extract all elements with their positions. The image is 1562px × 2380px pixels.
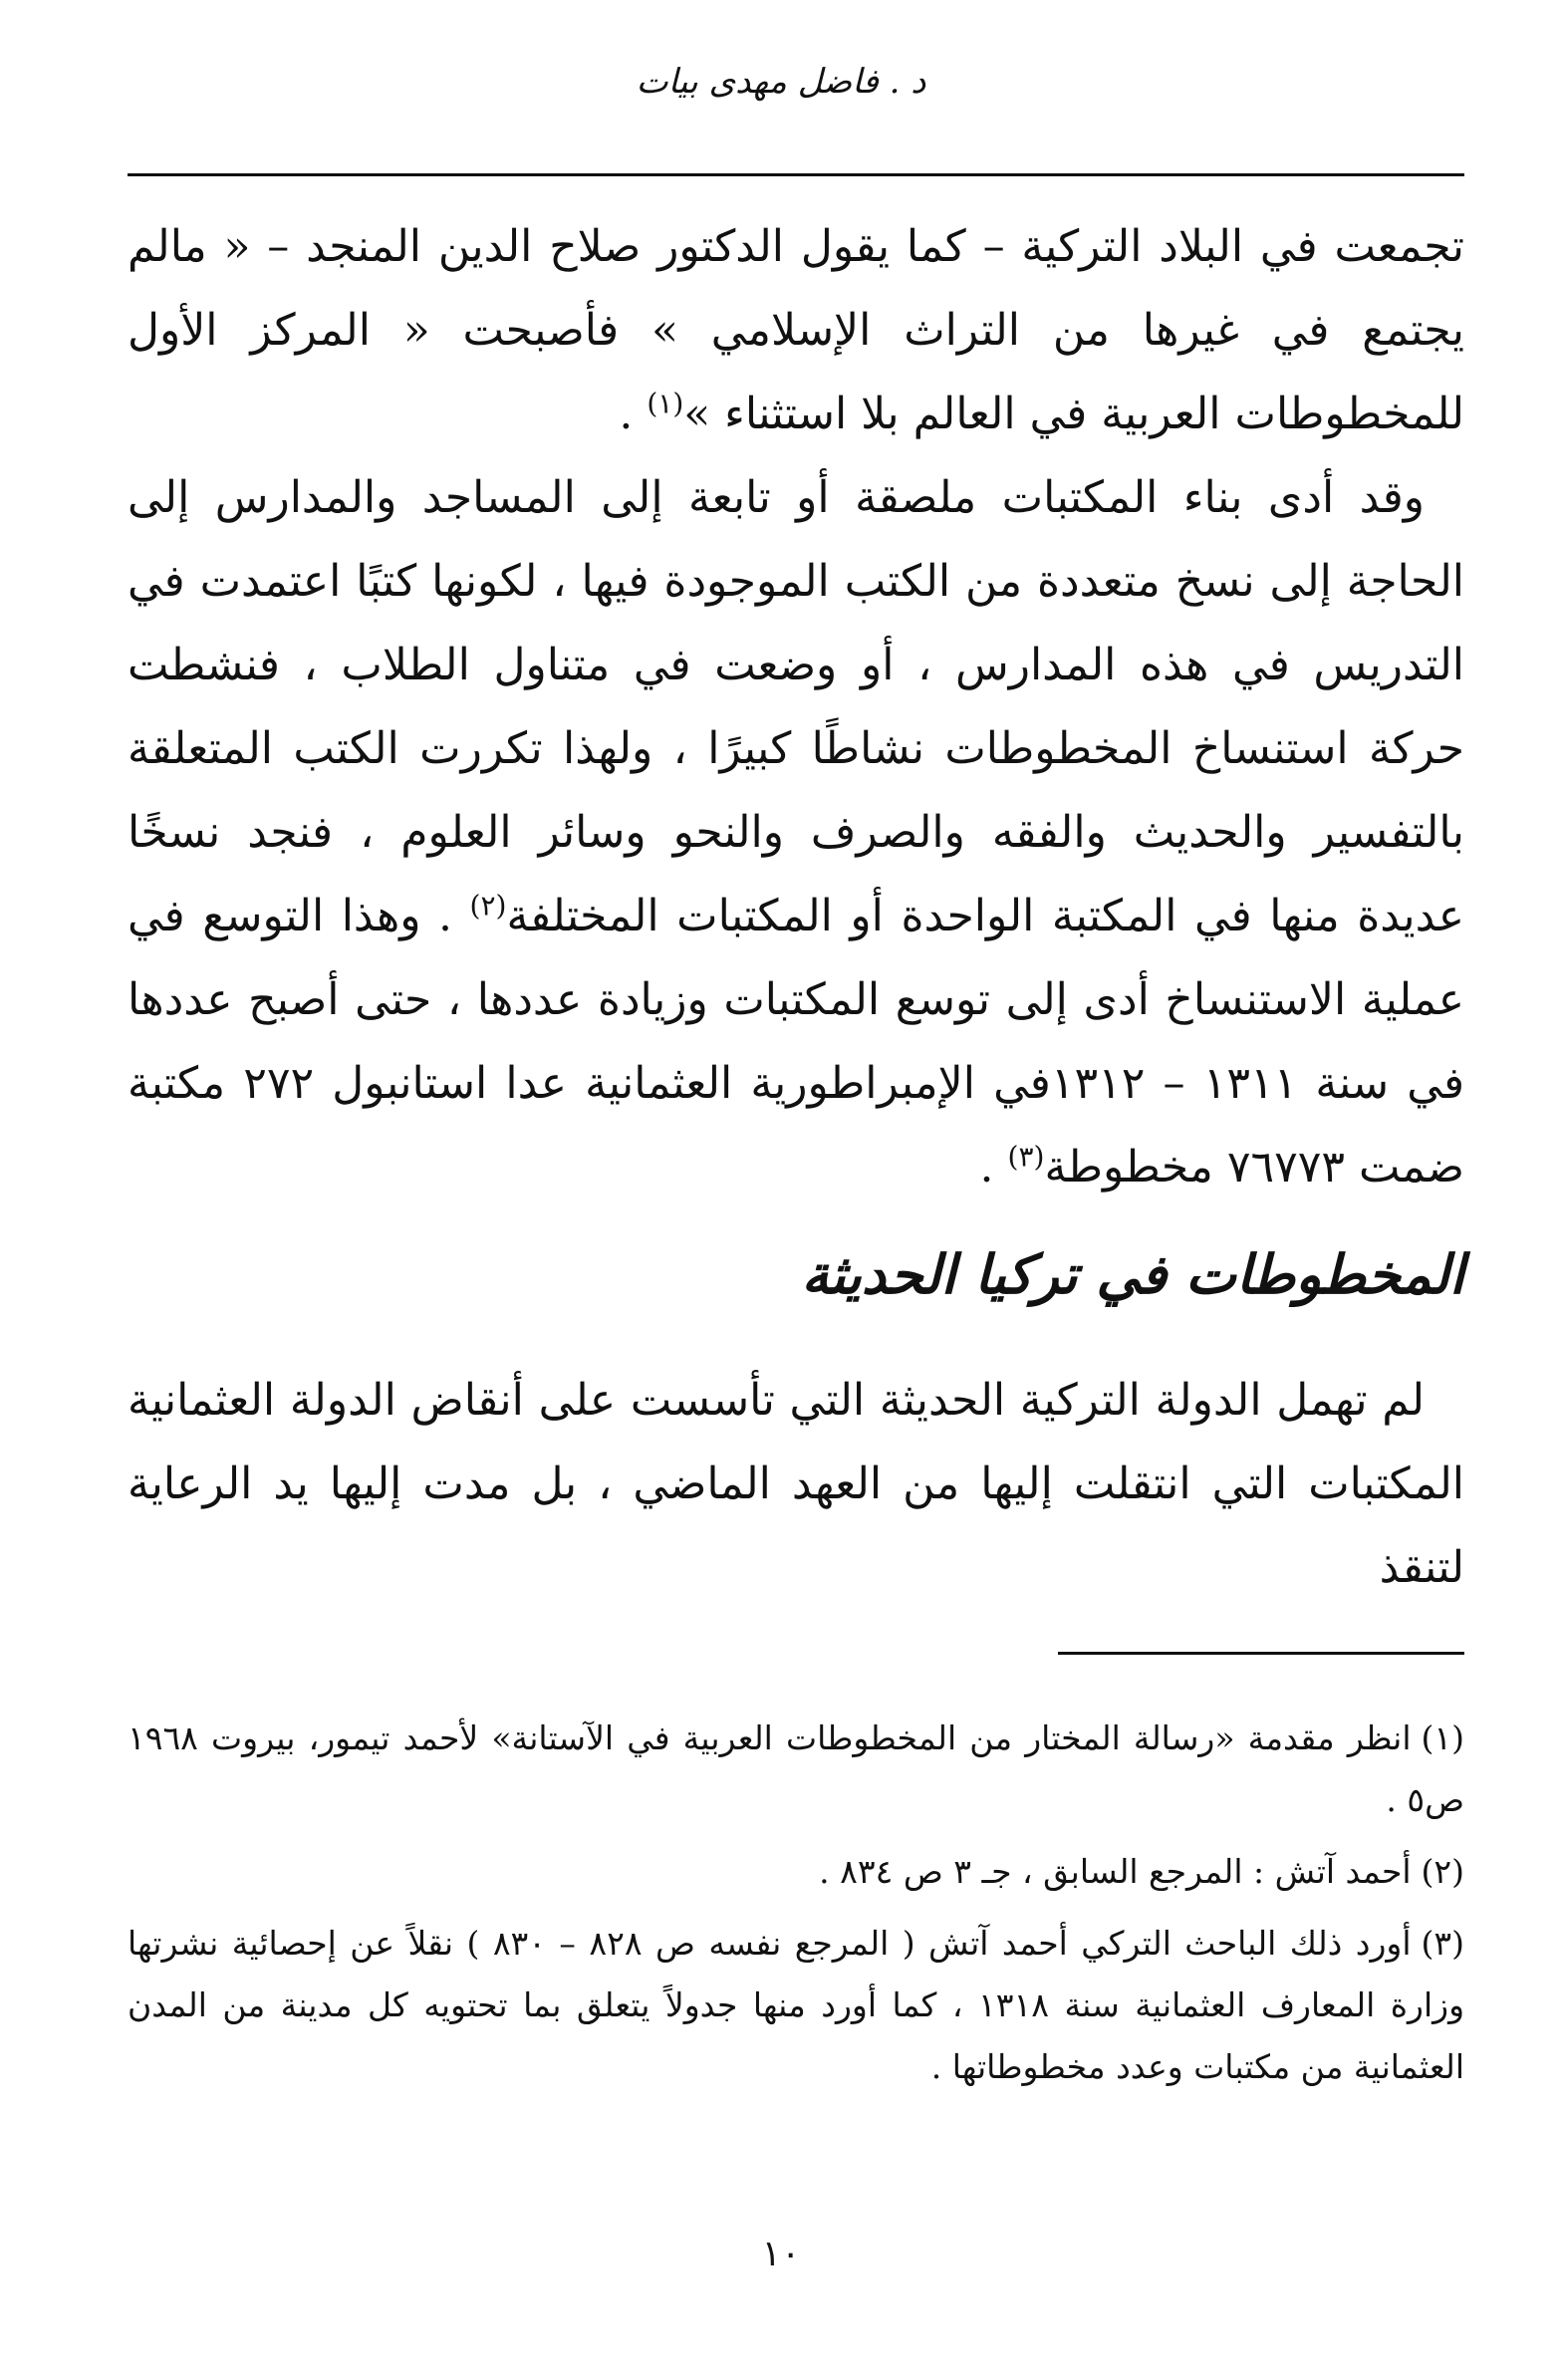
- paragraph-1: [128, 205, 1464, 456]
- paragraph-2-end: .: [979, 1142, 1008, 1192]
- footnote-2-text: أحمد آتش : المرجع السابق ، جـ ٣ ص ٨٣٤ .: [819, 1852, 1412, 1891]
- paragraph-2: [128, 456, 1464, 1209]
- footnote-1: [128, 1708, 1464, 1831]
- footnote-2: [128, 1841, 1464, 1903]
- paragraph-2-text-a: وقد أدى بناء المكتبات ملصقة أو تابعة إلى المساجد والمدارس إلى الحاجة إلى نسخ متعددة من الكتب الموجودة فيها ، لكونها كتبًا اعتمدت في التدريس في هذه المدارس ، أو وضعت في متناول الطلاب ، فنشطت حركة استنساخ المخطوطات نشاطًا كبيرًا ، ولهذا تكررت الكتب المتعلقة بالتفسير والحديث والفقه والصرف والنحو وسائر العلوم ، فنجد نسخًا عديدة منها في المكتبة الواحدة أو المكتبات المختلفة: [128, 472, 1465, 941]
- running-header: د . فاضل مهدى بيات: [636, 62, 926, 102]
- footnotes: [128, 1708, 1464, 2108]
- footnote-3-number: (٣): [1421, 1924, 1465, 1963]
- paragraph-3: لم تهمل الدولة التركية الحديثة التي تأسست على أنقاض الدولة العثمانية المكتبات التي انتقلت إليها من العهد الماضي ، بل مدت إليها يد الرعاية لتنقذ: [128, 1375, 1464, 1593]
- section-heading: المخطوطات في تركيا الحديثة: [801, 1242, 1464, 1306]
- paragraph-1-end: .: [619, 389, 648, 439]
- footnote-ref-1: (١): [647, 387, 684, 420]
- header-rule: [128, 173, 1464, 176]
- footnote-3-text: أورد ذلك الباحث التركي أحمد آتش ( المرجع نفسه ص ٨٢٨ – ٨٣٠ ) نقلاً عن إحصائية نشرتها وزارة المعارف العثمانية سنة ١٣١٨ ، كما أورد منها جدولاً يتعلق بما تحتويه كل مدينة من المدن العثمانية من مكتبات وعدد مخطوطاتها .: [128, 1924, 1465, 2086]
- footnote-3: [128, 1913, 1464, 2098]
- footnote-1-text: انظر مقدمة «رسالة المختار من المخطوطات العربية في الآستانة» لأحمد تيمور، بيروت ١٩٦٨ ص٥ .: [128, 1719, 1464, 1819]
- footnote-rule: [1058, 1652, 1464, 1655]
- paragraph-2-text-b: . وهذا التوسع في عملية الاستنساخ أدى إلى توسع المكتبات وزيادة عددها ، حتى أصبح عددها في سنة ١٣١١ – ١٣١٢في الإمبراطورية العثمانية عدا استانبول ٢٧٢ مكتبة ضمت ٧٦٧٧٣ مخطوطة: [128, 891, 1464, 1192]
- body-text: [128, 205, 1464, 1610]
- footnote-ref-2: (٢): [469, 889, 507, 923]
- footnote-ref-3: (٣): [1007, 1140, 1045, 1174]
- paragraph-1-text: تجمعت في البلاد التركية – كما يقول الدكتور صلاح الدين المنجد – « مالم يجتمع في غيرها من التراث الإسلامي » فأصبحت « المركز الأول للمخطوطات العربية في العالم بلا استثناء »: [128, 221, 1464, 439]
- page-number: ١٠: [761, 2234, 801, 2274]
- footnote-2-number: (٢): [1421, 1852, 1464, 1891]
- footnote-1-number: (١): [1421, 1719, 1464, 1757]
